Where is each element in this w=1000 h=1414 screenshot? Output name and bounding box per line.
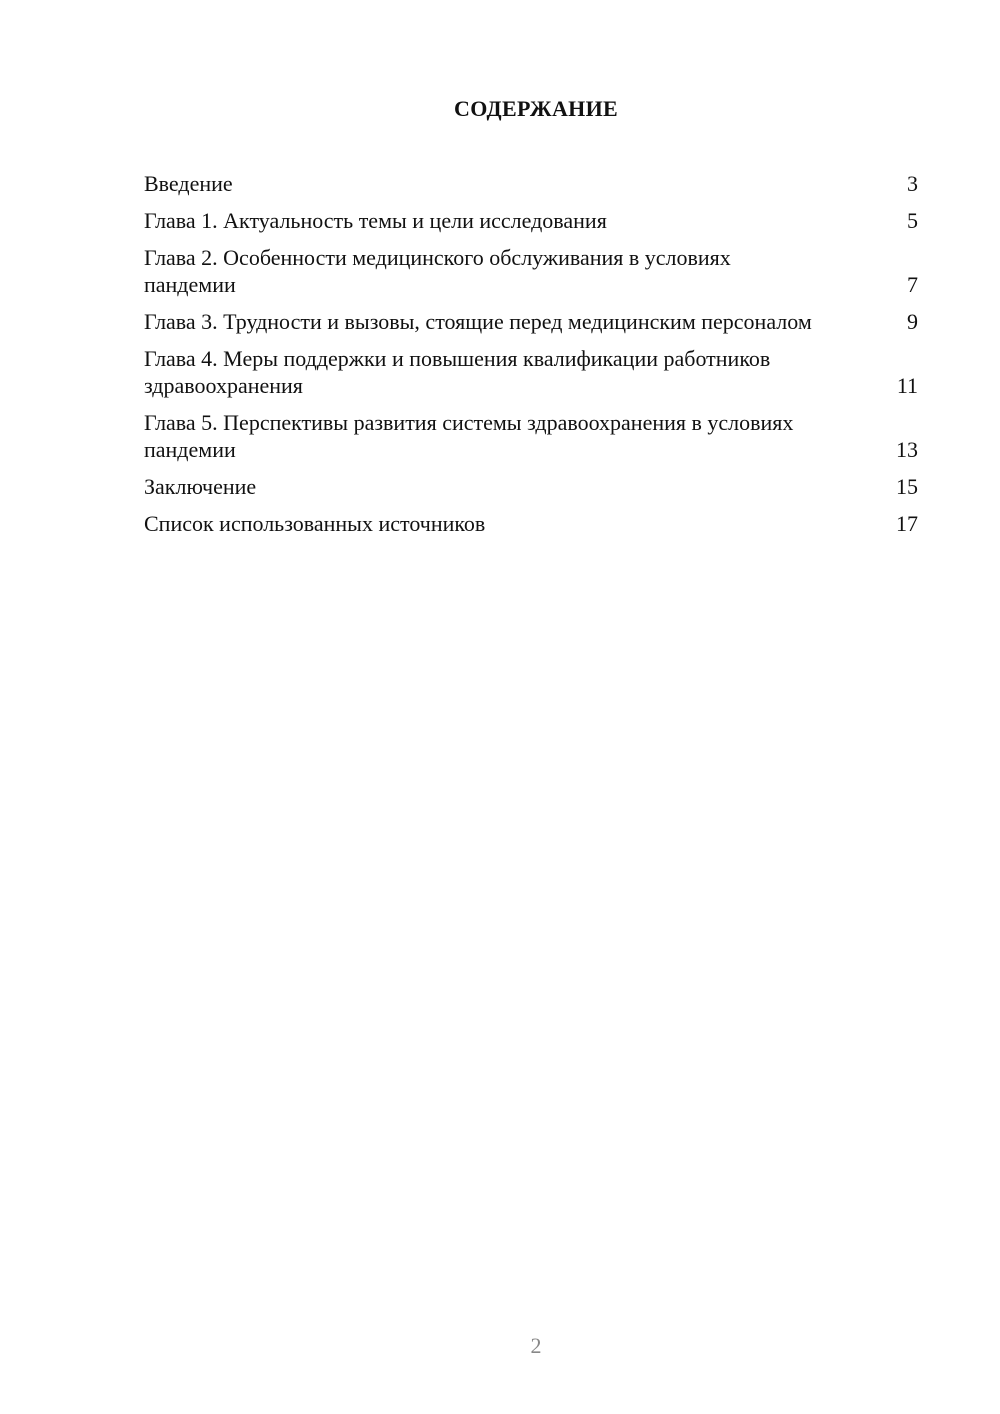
toc-entry-references[interactable] [144, 510, 918, 537]
toc-entry-chapter-3[interactable] [144, 308, 918, 335]
toc-entry-text: Глава 5. Перспективы развития системы здравоохранения в условиях пандемии [144, 410, 794, 462]
toc-entry-introduction[interactable] [144, 170, 918, 197]
toc-entry-chapter-1[interactable] [144, 207, 918, 234]
toc-title: СОДЕРЖАНИЕ [454, 96, 618, 121]
toc-entry-page: 7 [907, 272, 918, 297]
toc-entry-page: 13 [896, 437, 918, 462]
page-number: 2 [530, 1333, 542, 1358]
toc-entry-chapter-2[interactable] [144, 244, 918, 298]
toc-entry-text: Глава 4. Меры поддержки и повышения квалификации работников здравоохранения [144, 346, 771, 398]
toc-entry-chapter-4[interactable] [144, 345, 918, 399]
toc-entry-text: Глава 3. Трудности и вызовы, стоящие перед медицинским персоналом [144, 309, 812, 334]
toc-entry-page: 15 [896, 474, 918, 499]
toc-entry-page: 3 [907, 171, 918, 196]
toc-entry-page: 9 [907, 309, 918, 334]
toc-entry-page: 11 [896, 373, 918, 398]
toc-entry-page: 17 [896, 511, 918, 536]
toc-entry-text: Список использованных источников [144, 511, 486, 536]
toc-entry-text: Глава 1. Актуальность темы и цели исследования [144, 208, 607, 233]
toc-entry-text: Глава 2. Особенности медицинского обслуживания в условиях пандемии [144, 245, 731, 297]
toc-entry-conclusion[interactable] [144, 473, 918, 500]
toc-entry-text: Заключение [144, 474, 257, 499]
table-of-contents [144, 170, 918, 547]
toc-entry-page: 5 [907, 208, 918, 233]
toc-entry-text: Введение [144, 171, 233, 196]
toc-entry-chapter-5[interactable] [144, 409, 918, 463]
